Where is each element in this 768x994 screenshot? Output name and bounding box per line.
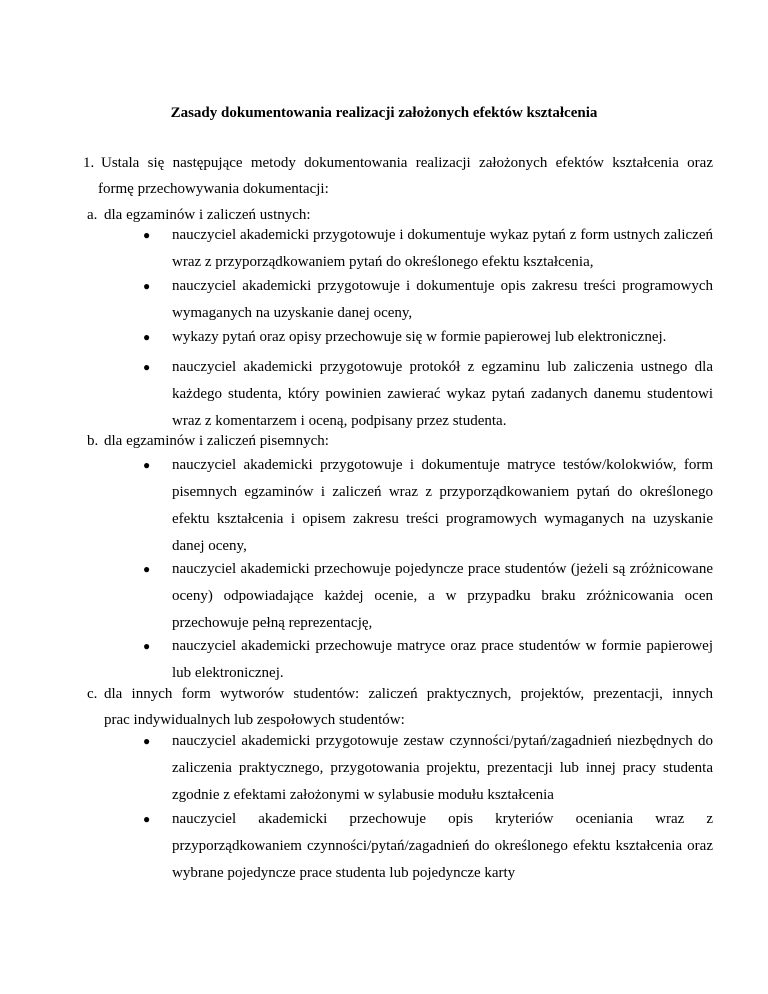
bullet-text: nauczyciel akademicki przygotowuje i dokumentuje wykaz pytań z form ustnych zaliczeń wraz z przyporządkowaniem pytań do określonego efektu kształcenia, [172,227,713,270]
bullet-text: nauczyciel akademicki przygotowuje i dokumentuje matryce testów/kolokwiów, form pisemnych egzaminów i zaliczeń wraz z przyporządkowaniem pytań do określonego efektu kształcenia i opisem zakresu treści programowych wymaganych na uzyskanie danej oceny, [172,457,713,554]
bullet-text: nauczyciel akademicki przygotowuje zestaw czynności/pytań/zagadnień niezbędnych do zaliczenia praktycznego, przygotowania projektu, prezentacji lub innej pracy studenta zgodnie z efektami założonymi w sylabusie modułu kształcenia [172,733,713,803]
section-a-bullet-3 [143,324,713,351]
section-b-label [87,428,724,454]
bullet-icon: ● [143,458,151,472]
bullet-icon: ● [143,734,151,748]
bullet-text: nauczyciel akademicki przechowuje pojedyncze prace studentów (jeżeli są zróżnicowane oceny) odpowiadające każdej ocenie, a w przypadku braku zróżnicowania ocen przechowuje pełną reprezentację, [172,561,713,631]
section-b-letter: b. [87,433,99,449]
section-c-bullet-1 [143,728,713,809]
section-c-label [87,681,713,733]
bullet-icon: ● [143,360,151,374]
intro-line-1: Ustala się następujące metody dokumentowania realizacji założonych efektów kształcenia oraz [101,155,713,171]
section-b-bullet-3 [143,633,713,687]
bullet-icon: ● [143,279,151,293]
section-a-letter: a. [87,207,98,223]
bullet-icon: ● [143,639,151,653]
bullet-text: wykazy pytań oraz opisy przechowuje się w formie papierowej lub elektronicznej. [172,329,667,345]
bullet-icon: ● [143,330,151,344]
intro-line-2: formę przechowywania dokumentacji: [98,181,329,197]
section-b-text: dla egzaminów i zaliczeń pisemnych: [104,433,329,449]
section-b-bullet-1 [143,452,713,560]
section-c-bullet-2 [143,806,713,887]
section-a-text: dla egzaminów i zaliczeń ustnych: [104,207,311,223]
document-title: Zasady dokumentowania realizacji założonych efektów kształcenia [170,105,598,121]
bullet-text: nauczyciel akademicki przygotowuje i dokumentuje opis zakresu treści programowych wymaganych na uzyskanie danej oceny, [172,278,713,321]
bullet-text: nauczyciel akademicki przechowuje opis kryteriów oceniania wraz z przyporządkowaniem czynności/pytań/zagadnień do określonego efektu kształcenia oraz wybrane pojedyncze prace studenta lub pojedyncze karty [172,811,713,881]
bullet-icon: ● [143,812,151,826]
section-b-bullet-2 [143,556,713,637]
section-c-letter: c. [87,686,98,702]
section-a-bullet-2 [143,273,713,327]
section-c-text-2: prac indywidualnych lub zespołowych studentów: [104,712,405,728]
bullet-icon: ● [143,228,151,242]
intro-number: 1. [83,155,95,171]
bullet-text: nauczyciel akademicki przygotowuje protokół z egzaminu lub zaliczenia ustnego dla każdego studenta, który powinien zawierać wykaz pytań zadanych danemu studentowi wraz z komentarzem i oceną, podpisany przez studenta. [172,359,713,429]
section-c-text-1: dla innych form wytworów studentów: zaliczeń praktycznych, projektów, prezentacji, innych [104,686,713,702]
bullet-icon: ● [143,562,151,576]
intro-paragraph [83,150,713,202]
section-a-bullet-4 [143,354,713,435]
section-a-bullet-1 [143,222,713,276]
bullet-text: nauczyciel akademicki przechowuje matryce oraz prace studentów w formie papierowej lub elektronicznej. [172,638,713,681]
